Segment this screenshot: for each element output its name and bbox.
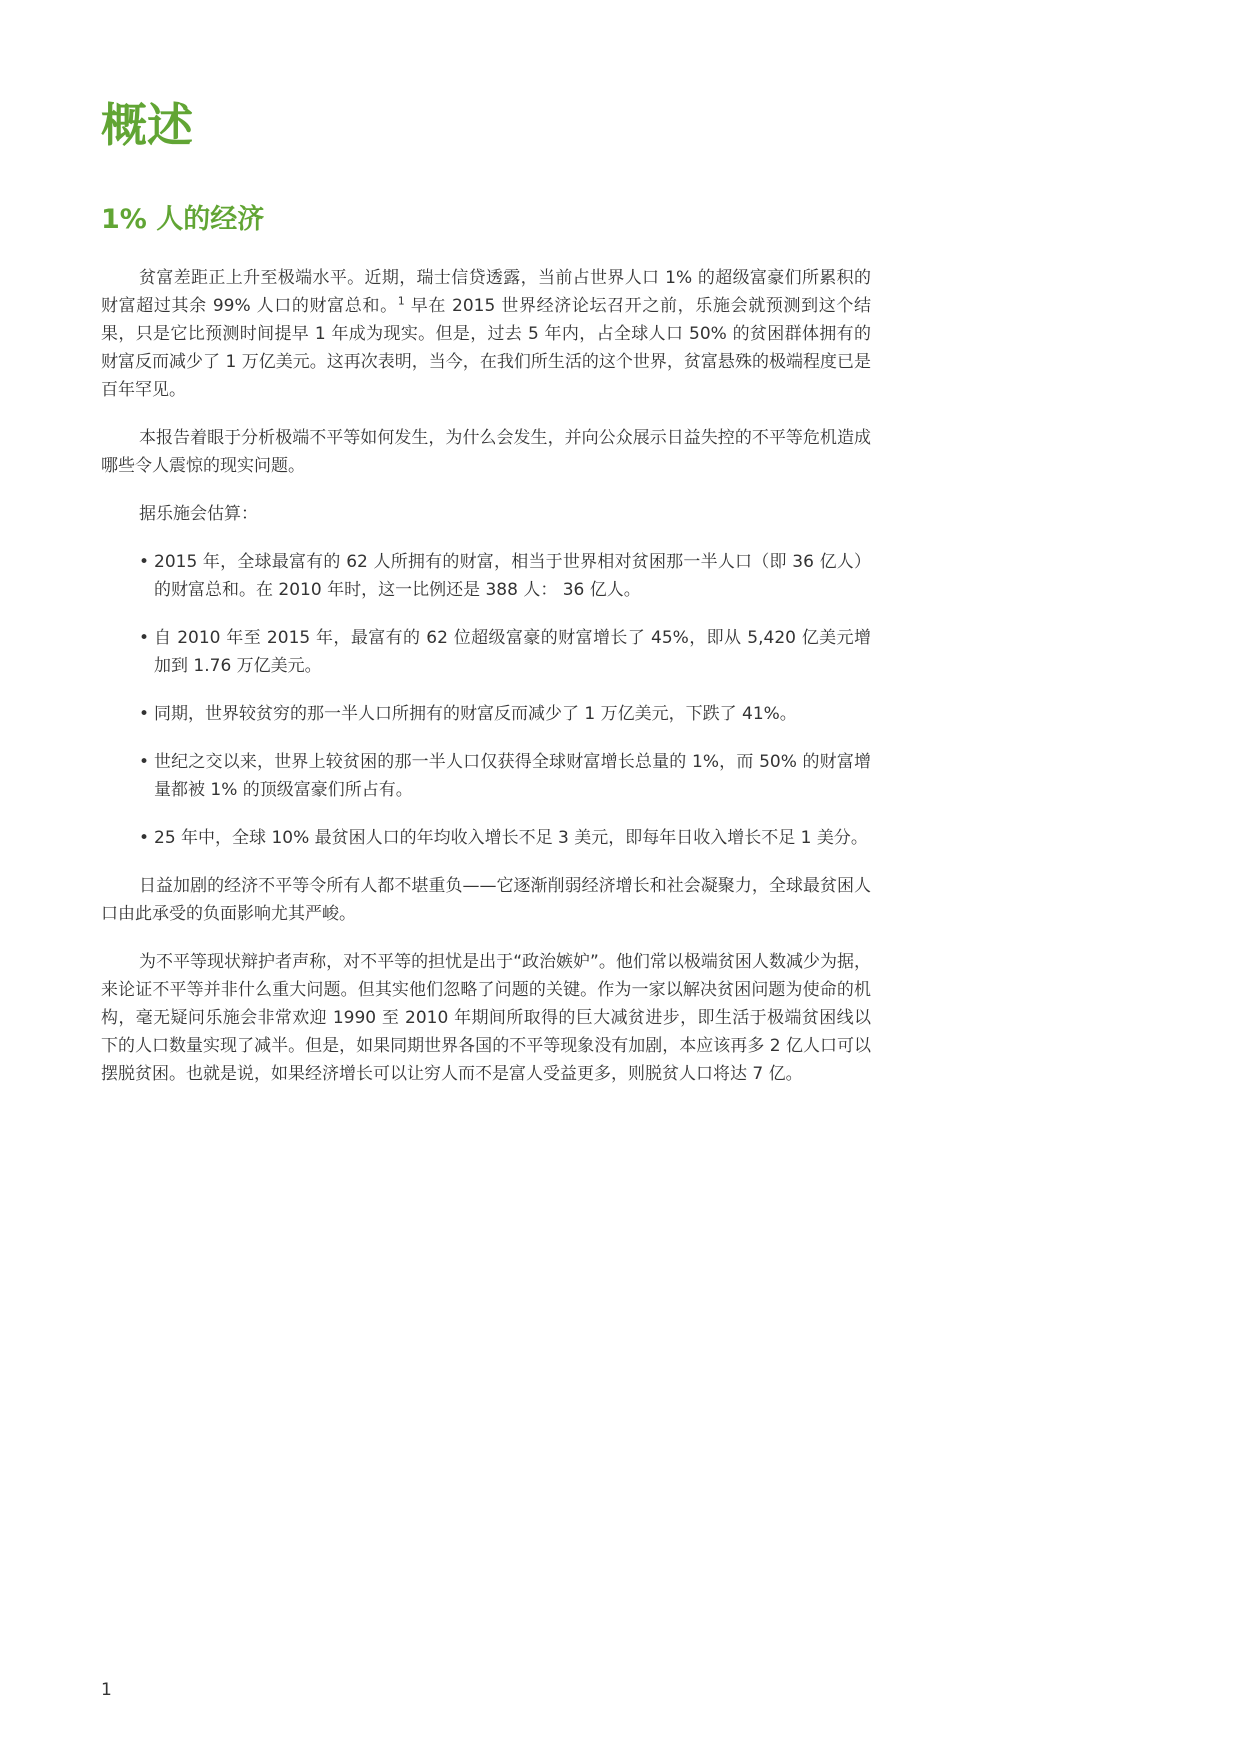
- list-item: [101, 624, 871, 680]
- list-item: [101, 548, 871, 604]
- list-item-text: 2015 年，全球最富有的 62 人所拥有的财富，相当于世界相对贫困那一半人口（即 36 亿人）的财富总和。在 2010 年时，这一比例还是 388 人： 36 亿人。: [154, 552, 871, 600]
- section-heading: 1% 人的经济: [101, 204, 265, 235]
- report-focus-paragraph: 本报告着眼于分析极端不平等如何发生，为什么会发生，并向公众展示日益失控的不平等危机造成哪些令人震惊的现实问题。: [101, 428, 871, 476]
- bullet-icon: •: [139, 552, 150, 572]
- intro-paragraph-continued: 早在 2015 世界经济论坛召开之前，乐施会就预测到这个结果，只是它比预测时间提早 1 年成为现实。但是，过去 5 年内，占全球人口 50% 的贫困群体拥有的财富反而减少了 1 万亿美元。这再次表明，当今，在我们所生活的这个世界，贫富悬殊的极端程度已是百年罕见。: [101, 296, 871, 400]
- bullet-icon: •: [139, 704, 150, 724]
- list-item-text: 25 年中，全球 10% 最贫困人口的年均收入增长不足 3 美元，即每年日收入增长不足 1 美分。: [154, 828, 868, 848]
- intro-paragraph-text: 贫富差距正上升至极端水平。近期，瑞士信贷透露，当前占世界人口 1% 的超级富豪们所累积的财富超过其余 99% 人口的财富总和。: [101, 268, 871, 316]
- bullet-icon: •: [139, 752, 150, 772]
- list-item-text: 世纪之交以来，世界上较贫困的那一半人口仅获得全球财富增长总量的 1%，而 50% 的财富增量都被 1% 的顶级富豪们所占有。: [154, 752, 871, 800]
- list-item: [101, 824, 871, 852]
- document-body: [101, 264, 871, 1108]
- list-item-text: 自 2010 年至 2015 年，最富有的 62 位超级富豪的财富增长了 45%，即从 5,420 亿美元增加到 1.76 万亿美元。: [154, 628, 871, 676]
- findings-list: [101, 548, 871, 852]
- intro-paragraph: [101, 264, 871, 404]
- page-title: 概述: [101, 98, 193, 152]
- estimate-lead-in: 据乐施会估算：: [139, 504, 258, 524]
- bullet-icon: •: [139, 628, 150, 648]
- list-item: [101, 700, 871, 728]
- page-number: 1: [101, 1680, 112, 1700]
- footnote-marker: 1: [397, 294, 405, 308]
- bullet-icon: •: [139, 828, 150, 848]
- inequality-impact-paragraph: 日益加剧的经济不平等令所有人都不堪重负——它逐渐削弱经济增长和社会凝聚力，全球最贫困人口由此承受的负面影响尤其严峻。: [101, 876, 871, 924]
- poverty-reduction-paragraph: 为不平等现状辩护者声称，对不平等的担忧是出于“政治嫉妒”。他们常以极端贫困人数减少为据，来论证不平等并非什么重大问题。但其实他们忽略了问题的关键。作为一家以解决贫困问题为使命的机构，毫无疑问乐施会非常欢迎 1990 至 2010 年期间所取得的巨大减贫进步，即生活于极端贫困线以下的人口数量实现了减半。但是，如果同期世界各国的不平等现象没有加剧，本应该再多 2 亿人口可以摆脱贫困。也就是说，如果经济增长可以让穷人而不是富人受益更多，则脱贫人口将达 7 亿。: [101, 952, 871, 1084]
- list-item-text: 同期，世界较贫穷的那一半人口所拥有的财富反而减少了 1 万亿美元，下跌了 41%。: [154, 704, 797, 724]
- list-item: [101, 748, 871, 804]
